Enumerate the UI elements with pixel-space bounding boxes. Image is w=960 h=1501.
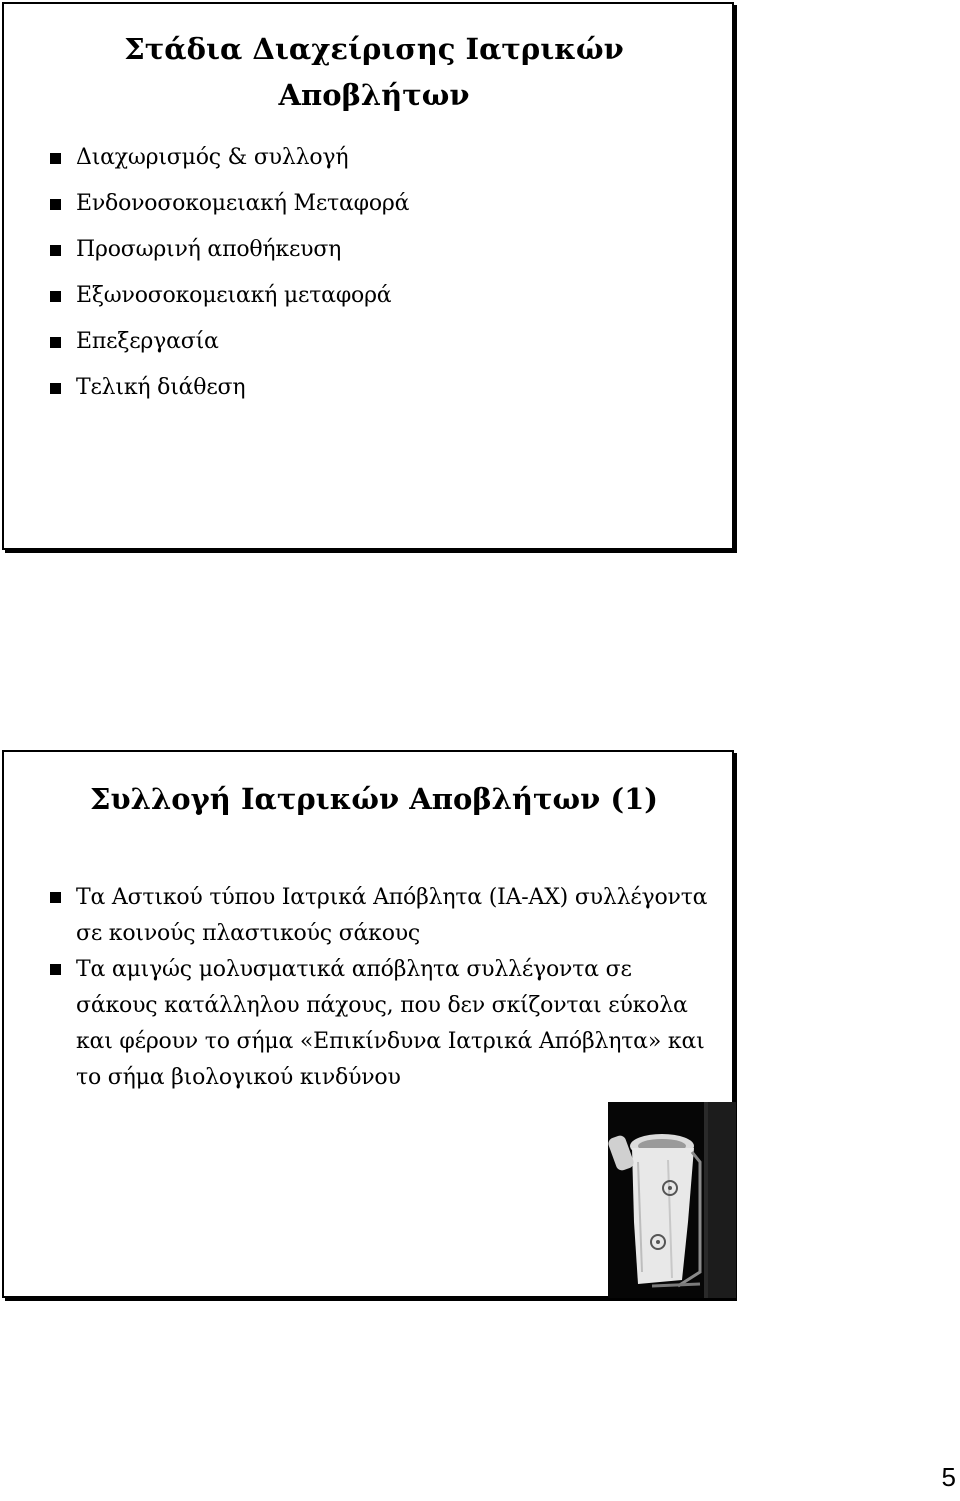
list-item — [24, 232, 724, 278]
square-bullet-icon — [50, 199, 61, 210]
square-bullet-icon — [50, 291, 61, 302]
bullet-list — [24, 140, 724, 416]
bullet-text: Διαχωρισμός & συλλογή — [76, 145, 349, 170]
square-bullet-icon — [50, 153, 61, 164]
square-bullet-icon — [50, 245, 61, 256]
slide-title: Συλλογή Ιατρικών Αποβλήτων (1) — [90, 782, 658, 816]
list-item — [24, 324, 724, 370]
list-item — [24, 880, 714, 952]
page-number: 5 — [941, 1462, 956, 1492]
bullet-text: Προσωρινή αποθήκευση — [76, 237, 342, 262]
slide-title: Στάδια Διαχείρισης Ιατρικών Αποβλήτων — [124, 32, 624, 112]
list-item — [24, 278, 724, 324]
biohazard-bag-illustration — [608, 1102, 736, 1298]
slide-2 — [2, 750, 734, 1298]
square-bullet-icon — [50, 383, 61, 394]
bullet-list — [24, 880, 714, 1096]
list-item — [24, 370, 724, 416]
bullet-text: Τα αμιγώς μολυσματικά απόβλητα συλλέγοντα σε σάκους κατάλληλου πάχους, που δεν σκίζονται εύκολα και φέρουν το σήμα «Επικίνδυνα Ιατρικά Απόβλητα» και το σήμα βιολογικού κινδύνου — [76, 957, 705, 1090]
bullet-text: Εξωνοσοκομειακή μεταφορά — [76, 283, 392, 308]
square-bullet-icon — [50, 892, 61, 903]
square-bullet-icon — [50, 337, 61, 348]
list-item — [24, 952, 714, 1096]
list-item — [24, 186, 724, 232]
slide-1 — [2, 2, 734, 550]
bullet-text: Επεξεργασία — [76, 329, 219, 354]
list-item — [24, 140, 724, 186]
square-bullet-icon — [50, 964, 61, 975]
bullet-text: Τα Αστικού τύπου Ιατρικά Απόβλητα (ΙΑ-ΑΧ) συλλέγοντα σε κοινούς πλαστικούς σάκους — [76, 885, 708, 946]
bullet-text: Ενδονοσοκομειακή Μεταφορά — [76, 191, 410, 216]
biohazard-bag-photo — [608, 1102, 736, 1298]
bullet-text: Τελική διάθεση — [76, 375, 246, 400]
